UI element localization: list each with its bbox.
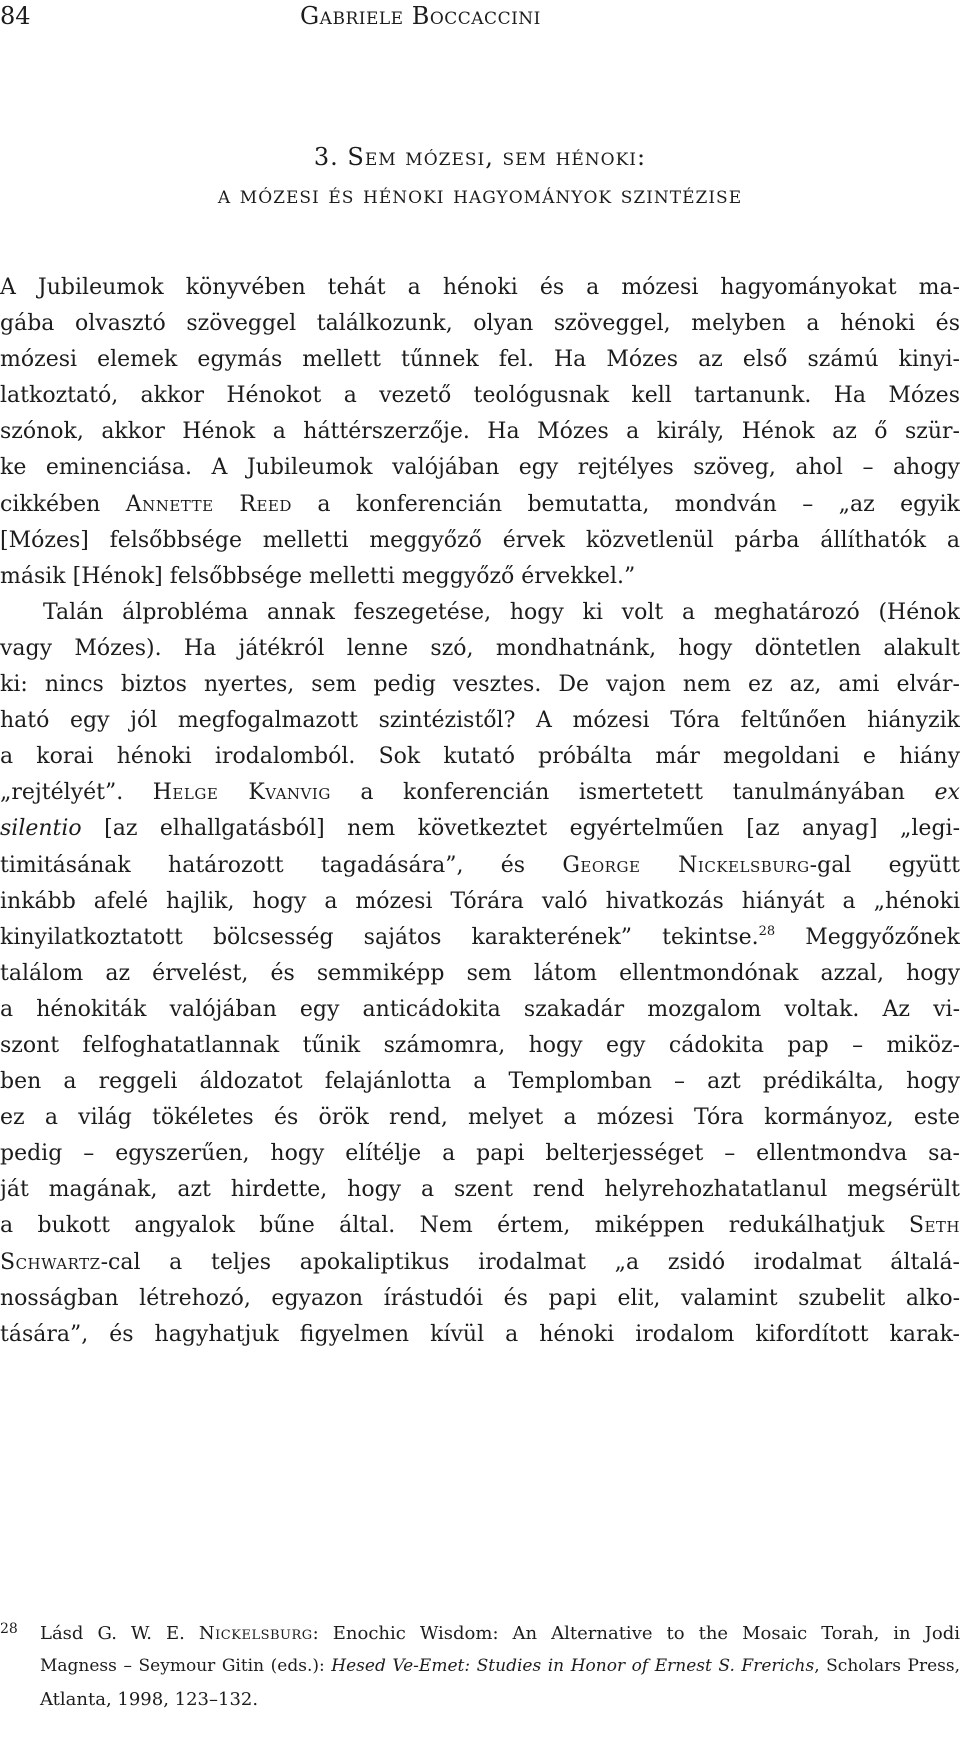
page-number: 84 bbox=[0, 2, 31, 30]
text-line: latkoztató, akkor Hénokot a vezető teológusnak kell tartanunk. Ha Mózes bbox=[0, 383, 960, 409]
text-run: : Enochic Wisdom: An Alternative to the Mosaic Torah, in Jodi bbox=[312, 1623, 960, 1644]
running-head-author: Gabriele Boccaccini bbox=[300, 2, 541, 30]
text-line: másik [Hénok] felsőbbsége melletti meggyőző érvekkel.” bbox=[0, 563, 636, 589]
text-run: a konferencián bemutatta, mondván – „az egyik bbox=[291, 491, 960, 517]
text-line: [Mózes] felsőbbsége melletti meggyőző érvek közvetlenül párba állíthatók a bbox=[0, 527, 960, 553]
text-run: timitásának határozott tagadására”, és bbox=[0, 852, 563, 878]
text-line: tására”, és hagyhatjuk figyelmen kívül a hénoki irodalom kifordított karak- bbox=[0, 1321, 960, 1347]
text-line: Talán álprobléma annak feszegetése, hogy ki volt a meghatározó (Hénok bbox=[43, 599, 960, 625]
text-run: kinyilatkoztatott bölcsesség sajátos karakterének” tekintse. bbox=[0, 924, 759, 950]
text-run: [az elhallgatásból] nem következtet egyértelműen [az anyag] „legi- bbox=[81, 816, 960, 842]
text-line bbox=[0, 487, 960, 523]
text-line: A Jubileumok könyvében tehát a hénoki és a mózesi hagyományokat ma- bbox=[0, 275, 960, 300]
text-run: -cal a teljes apokaliptikus irodalmat „a zsidó irodalmat általá- bbox=[100, 1249, 960, 1275]
latin-term: ex bbox=[934, 780, 960, 806]
footnote-line: Atlanta, 1998, 123–132. bbox=[40, 1689, 259, 1710]
section-heading-line-1: 3. Sem mózesi, sem hénoki: bbox=[313, 143, 647, 171]
text-line: a korai hénoki irodalomból. Sok kutató próbálta már megoldani e hiány bbox=[0, 744, 960, 770]
text-run: „rejtélyét”. bbox=[0, 780, 153, 806]
running-header bbox=[0, 0, 960, 34]
footnote-line bbox=[40, 1650, 960, 1683]
text-line: gába olvasztó szöveggel találkozunk, olyan szöveggel, melyben a hénoki és bbox=[0, 311, 960, 337]
latin-term: silentio bbox=[0, 816, 82, 842]
footnote-line bbox=[40, 1617, 960, 1650]
text-line: ke eminenciása. A Jubileumok valójában egy rejtélyes szöveg, ahol – ahogy bbox=[0, 455, 960, 481]
author-name-kvanvig: Helge Kvanvig bbox=[152, 780, 331, 806]
text-line: ki: nincs biztos nyertes, sem pedig vesztes. De vajon nem ez az, ami elvár- bbox=[0, 672, 960, 698]
text-line: pedig – egyszerűen, hogy elítélje a papi belterjességet – ellentmondva sa- bbox=[0, 1141, 960, 1167]
text-run: Lásd G. W. E. bbox=[40, 1623, 199, 1644]
text-line: vagy Mózes). Ha játékról lenne szó, mondhatnánk, hogy döntetlen alakult bbox=[0, 635, 960, 661]
text-line: nosságban létrehozó, egyazon írástudói és papi elit, valamint szubelit alko- bbox=[0, 1285, 960, 1311]
text-line: szónok, akkor Hénok a háttérszerzője. Ha Mózes a király, Hénok az ő szür- bbox=[0, 419, 960, 445]
text-line: mózesi elemek egymás mellett tűnnek fel. Ha Mózes az első számú kinyi- bbox=[0, 347, 960, 373]
footnote-ref[interactable]: 28 bbox=[758, 923, 776, 939]
text-line bbox=[0, 1208, 960, 1244]
body-text bbox=[0, 270, 960, 1353]
text-line: szont felfoghatatlannak tűnik számomra, hogy egy cádokita pap – miköz- bbox=[0, 1032, 960, 1058]
text-line: ját magának, azt hirdette, hogy a szent rend helyrehozhatatlanul megsérült bbox=[0, 1177, 960, 1203]
text-line: ez a világ tökéletes és örök rend, melyet a mózesi Tóra kormányoz, este bbox=[0, 1105, 960, 1131]
footnote-number: 28 bbox=[0, 1621, 18, 1637]
text-run: -gal együtt bbox=[809, 852, 960, 878]
text-line bbox=[0, 775, 960, 811]
text-run: Magness – Seymour Gitin (eds.): bbox=[40, 1656, 332, 1676]
section-heading bbox=[0, 138, 960, 214]
section-heading-line-2: a mózesi és hénoki hagyományok szintézise bbox=[217, 181, 743, 209]
text-line bbox=[0, 920, 960, 956]
author-name-nickelsburg: Nickelsburg bbox=[198, 1623, 313, 1644]
text-run: cikkében bbox=[0, 491, 126, 517]
text-line bbox=[0, 848, 960, 884]
text-line: ben a reggeli áldozatot felajánlotta a Templomban – azt prédikálta, hogy bbox=[0, 1069, 960, 1095]
author-name-nickelsburg: George Nickelsburg bbox=[562, 852, 810, 878]
text-line: a hénokiták valójában egy anticádokita szakadár mozgalom voltak. Az vi- bbox=[0, 996, 960, 1022]
text-run: a bukott angyalok bűne által. Nem értem, miképpen redukálhatjuk bbox=[0, 1213, 909, 1239]
text-line bbox=[0, 1245, 960, 1281]
text-line bbox=[0, 811, 960, 847]
footnote-text bbox=[40, 1617, 960, 1716]
author-name-reed: Annette Reed bbox=[125, 491, 292, 517]
text-line: találom az érvelést, és semmiképp sem látom ellentmondónak azzal, hogy bbox=[0, 960, 960, 986]
text-run: Meggyőzőnek bbox=[775, 924, 960, 950]
text-run: , Scholars Press, bbox=[814, 1656, 960, 1676]
text-run: a konferencián ismertetett tanulmányában bbox=[330, 780, 935, 806]
author-name-schwartz: Schwartz bbox=[0, 1249, 101, 1275]
text-line: ható egy jól megfogalmazott szintézistől? A mózesi Tóra feltűnően hiányzik bbox=[0, 708, 960, 734]
book-title: Hesed Ve-Emet: Studies in Honor of Ernest S. Frerichs bbox=[331, 1656, 815, 1676]
author-name-seth: Seth bbox=[908, 1213, 960, 1239]
text-line: inkább afelé hajlik, hogy a mózesi Tórára való hivatkozás hiányát a „hénoki bbox=[0, 888, 960, 914]
